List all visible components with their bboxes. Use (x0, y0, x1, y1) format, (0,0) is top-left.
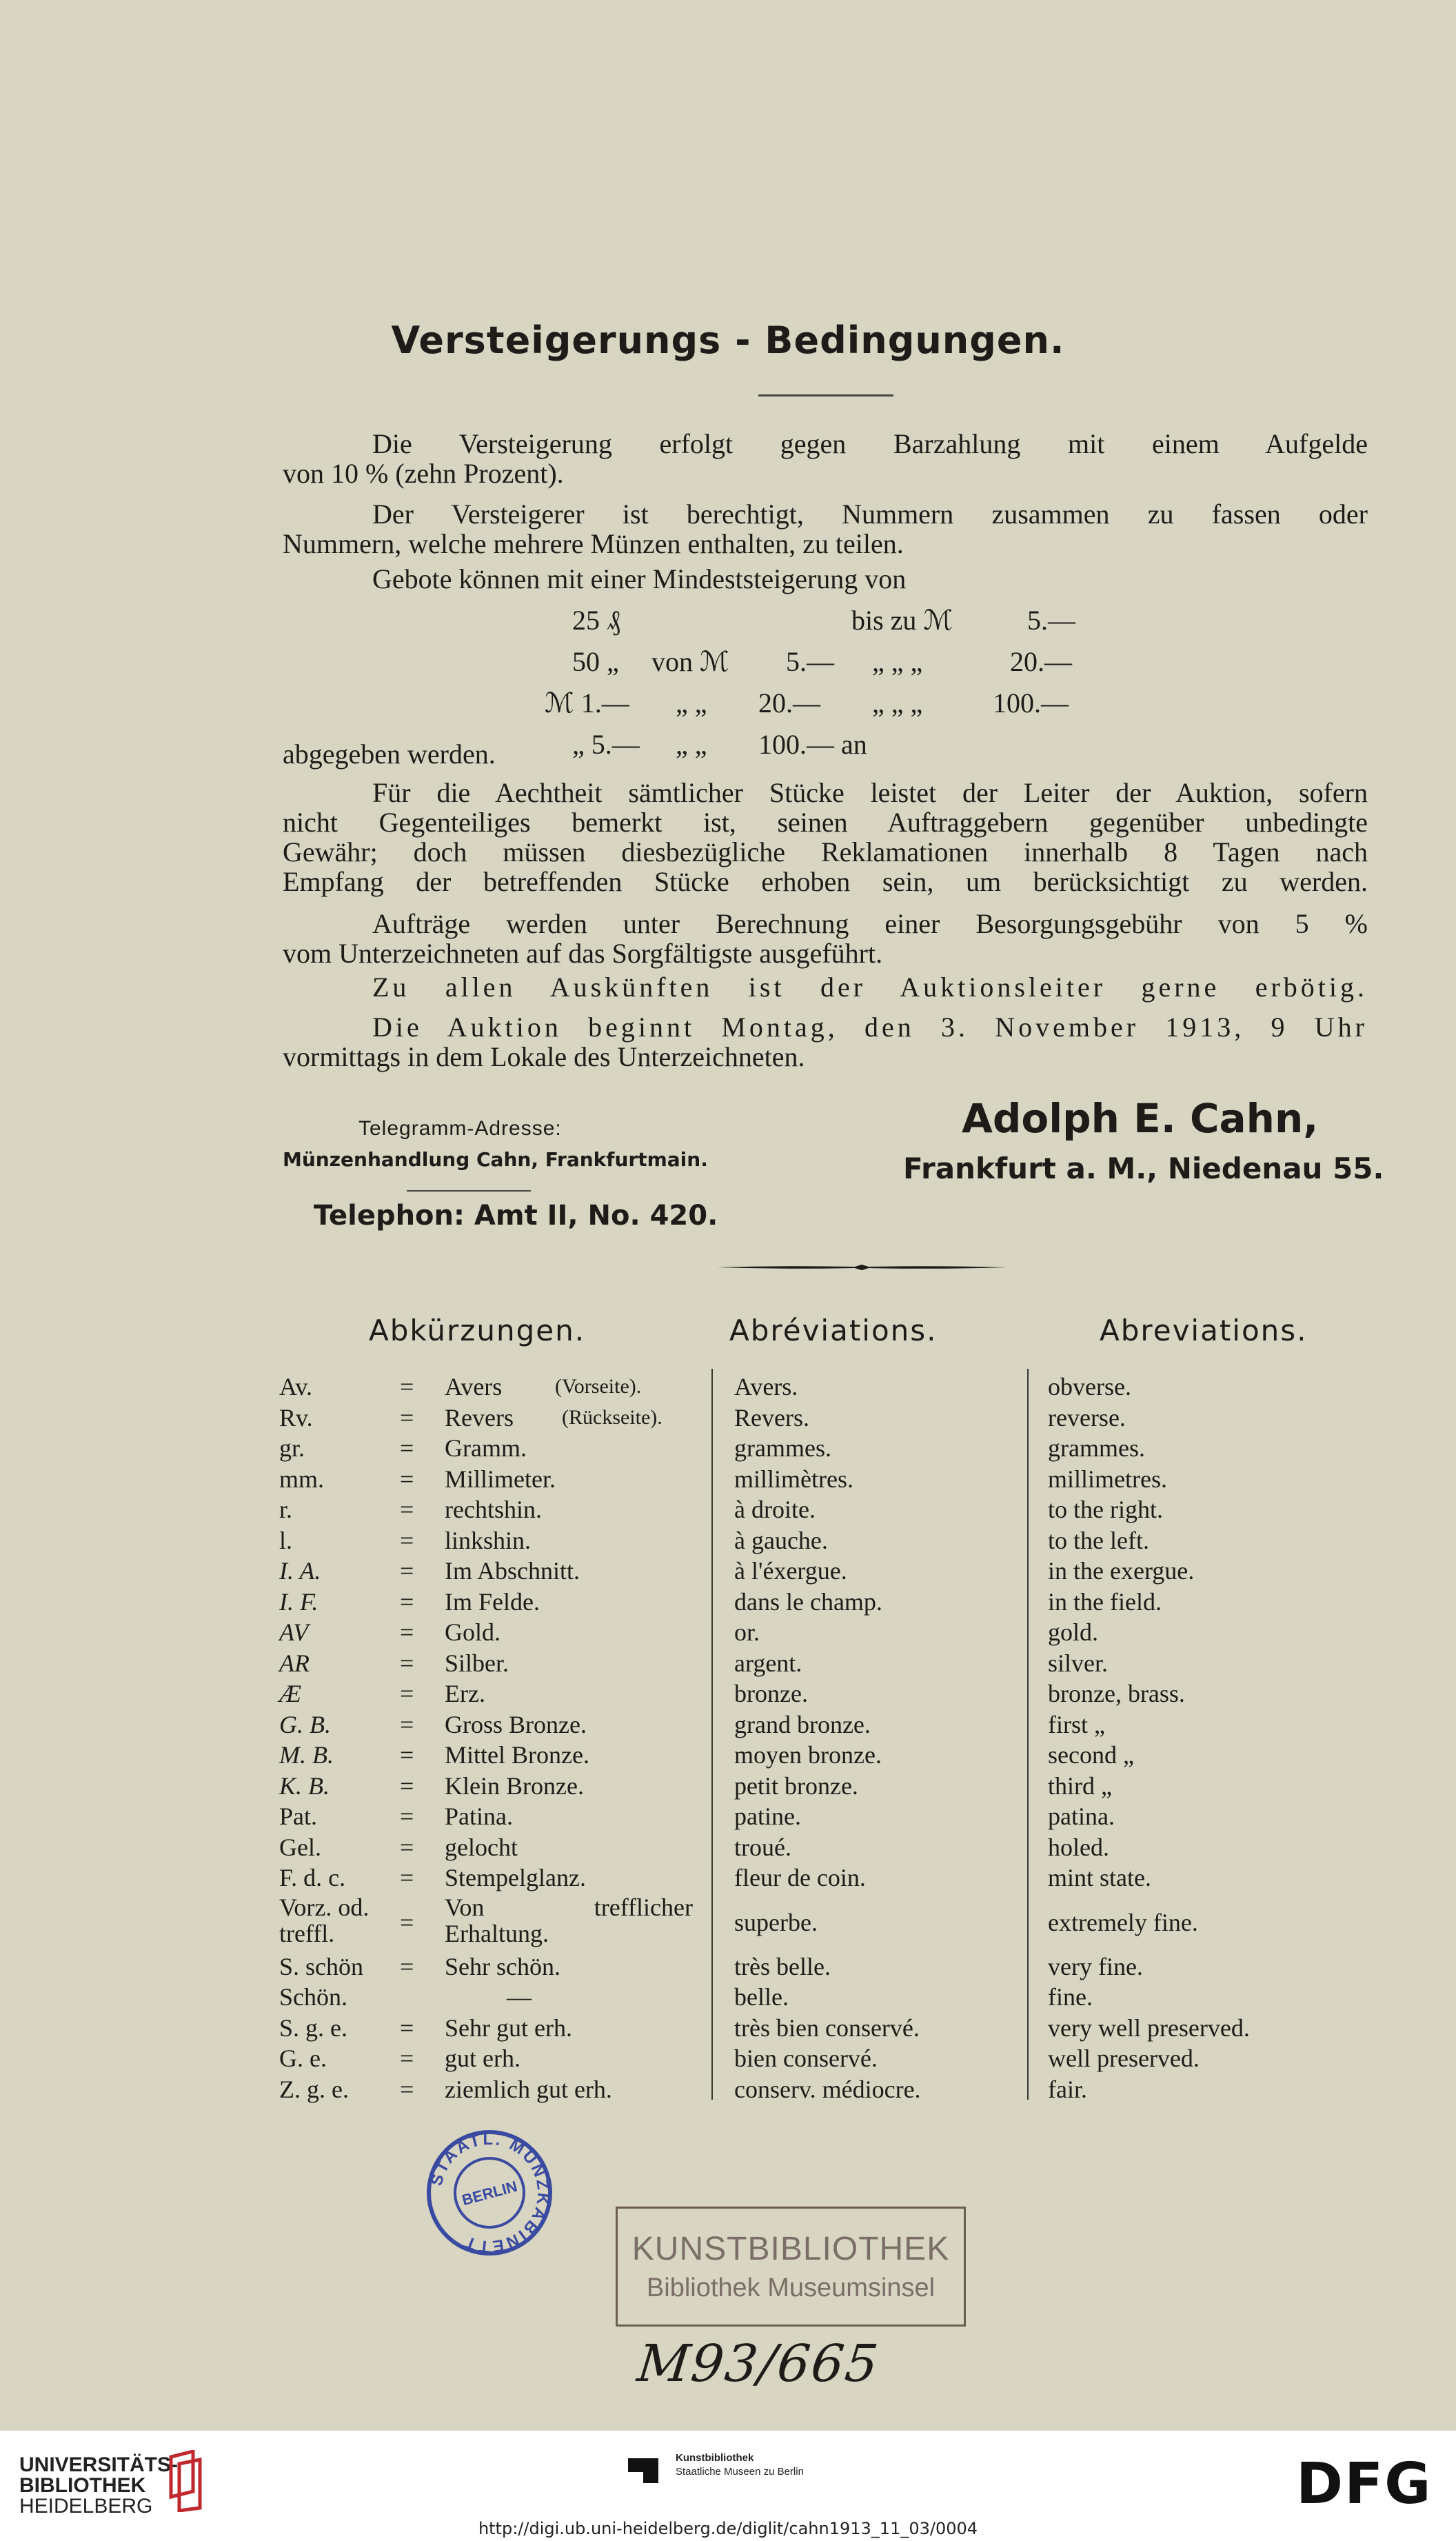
french-meaning: très belle. (734, 1952, 831, 1980)
ub-logo-line: UNIVERSITÄTS- (19, 2453, 179, 2476)
french-meaning: millimètres. (734, 1465, 853, 1493)
abbreviation: Æ (279, 1680, 302, 1707)
english-meaning: well preserved. (1048, 2045, 1200, 2072)
fee-cell: von ℳ (651, 646, 729, 677)
firm-name: Adolph E. Cahn, (962, 1095, 1319, 1142)
english-meaning: in the field. (1048, 1587, 1162, 1616)
french-meaning: à l'éxergue. (734, 1557, 847, 1585)
text-line: Der Versteigerer ist berechtigt, Nummern zusammen zu fassen oder (372, 499, 1368, 530)
abbreviation: I. F. (279, 1587, 318, 1616)
condition-paragraph-1 (283, 429, 1368, 488)
english-meaning: obverse. (1048, 1373, 1131, 1400)
ornament-divider (717, 1261, 1007, 1274)
abbreviation: G. B. (279, 1710, 331, 1738)
french-meaning: patine. (734, 1802, 801, 1830)
german-meaning: Millimeter. (445, 1465, 556, 1493)
condition-paragraph-4 (283, 778, 1368, 896)
fee-cell: „ 5.— (572, 729, 640, 760)
ub-logo-line: BIBLIOTHEK (19, 2474, 146, 2497)
french-meaning: Avers. (734, 1373, 798, 1400)
abbreviation: S. g. e. (279, 2013, 347, 2042)
text-line: vom Unterzeichneten auf das Sorgfältigste ausgeführt. (283, 938, 883, 969)
abbreviation: K. B. (279, 1771, 330, 1800)
divider (407, 1190, 531, 1192)
equals-sign: = (400, 1496, 414, 1523)
german-meaning: Erz. (445, 1680, 485, 1707)
equals-sign: = (400, 1434, 414, 1462)
german-meaning: Stempelglanz. (445, 1864, 586, 1891)
condition-paragraph-5 (283, 909, 1368, 968)
condition-paragraph-7 (283, 1012, 1368, 1072)
english-meaning: reverse. (1048, 1403, 1126, 1432)
column-header-german: Abkürzungen. (369, 1314, 586, 1347)
english-meaning: very well preserved. (1048, 2013, 1250, 2042)
fee-cell: 50 „ (572, 646, 619, 677)
abbreviation: l. (279, 1526, 293, 1554)
german-note: (Rückseite). (562, 1405, 663, 1429)
kb-line: Staatliche Museen zu Berlin (676, 2466, 804, 2478)
french-meaning: belle. (734, 1983, 789, 2011)
firm-address: Frankfurt a. M., Niedenau 55. (903, 1152, 1384, 1185)
english-meaning: fine. (1048, 1983, 1093, 2011)
fee-cell: 25 ₰ (572, 605, 620, 636)
abbreviation: AV (279, 1618, 309, 1646)
equals-sign: = (400, 1710, 414, 1738)
french-meaning: moyen bronze. (734, 1741, 882, 1769)
german-meaning: Im Abschnitt. (445, 1557, 580, 1585)
equals-sign: = (400, 1802, 414, 1830)
abbreviation: S. schön (279, 1952, 364, 1980)
fee-cell: „ „ (676, 729, 707, 760)
english-meaning: silver. (1048, 1649, 1108, 1677)
museum-stamp-seal (424, 2127, 555, 2258)
equals-sign: = (400, 1465, 414, 1493)
fee-cell: „ „ „ (872, 646, 923, 677)
abbreviation: Av. (279, 1373, 312, 1400)
french-meaning: grand bronze. (734, 1710, 871, 1738)
equals-sign: = (400, 1557, 414, 1585)
fee-cell: ℳ 1.— (545, 687, 629, 719)
equals-sign: = (400, 2045, 414, 2072)
ub-heidelberg-logo[interactable] (19, 2455, 178, 2517)
french-meaning: très bien conservé. (734, 2013, 920, 2042)
french-meaning: superbe. (734, 1908, 818, 1936)
equals-sign: = (400, 1771, 414, 1800)
condition-paragraph-2 (283, 499, 1368, 559)
french-meaning: conserv. médiocre. (734, 2075, 921, 2103)
title-divider (758, 394, 893, 396)
svg-text:BERLIN: BERLIN (460, 2177, 519, 2209)
german-meaning: Gross Bronze. (445, 1710, 587, 1738)
telegram-address: Münzenhandlung Cahn, Frankfurtmain. (283, 1148, 708, 1171)
abbreviation: M. B. (279, 1741, 334, 1769)
german-meaning: gelocht (445, 1833, 518, 1861)
equals-sign: = (400, 1618, 414, 1646)
equals-sign: = (400, 1403, 414, 1432)
text-line: Zu allen Auskünften ist der Auktionsleiter gerne erbötig. (372, 972, 1368, 1003)
german-meaning: gut erh. (445, 2045, 520, 2072)
abbreviation: AR (279, 1649, 310, 1677)
telegram-label: Telegramm-Adresse: (358, 1117, 562, 1140)
english-meaning: bronze, brass. (1048, 1680, 1185, 1707)
column-divider (711, 1369, 713, 2100)
abbreviation: Z. g. e. (279, 2075, 349, 2103)
text-line: Gewähr; doch müssen diesbezügliche Reklamationen innerhalb 8 Tagen nach (283, 836, 1368, 867)
german-meaning: Silber. (445, 1649, 509, 1677)
fee-cell: bis zu ℳ (851, 605, 953, 636)
english-meaning: in the exergue. (1048, 1557, 1195, 1585)
english-meaning: holed. (1048, 1833, 1109, 1861)
german-meaning: Von trefflicher Erhaltung. (445, 1893, 693, 1947)
french-meaning: troué. (734, 1833, 791, 1861)
english-meaning: very fine. (1048, 1952, 1143, 1980)
abbreviation: I. A. (279, 1557, 321, 1585)
english-meaning: third „ (1048, 1771, 1112, 1800)
abbreviation: r. (279, 1496, 293, 1523)
dfg-logo[interactable]: DFG (1296, 2451, 1433, 2517)
equals-sign: = (400, 1649, 414, 1677)
page-title: Versteigerungs - Bedingungen. (391, 319, 1065, 362)
library-stamp-line: KUNSTBIBLIOTHEK (631, 2231, 950, 2267)
digitization-footer (0, 2431, 1456, 2541)
text-line: vormittags in dem Lokale des Unterzeichneten. (283, 1041, 805, 1072)
german-note: (Vorseite). (555, 1375, 642, 1398)
french-meaning: petit bronze. (734, 1771, 858, 1800)
text-line: Aufträge werden unter Berechnung einer Besorgungsgebühr von 5 % (372, 908, 1368, 939)
condition-paragraph-3 (283, 564, 1368, 594)
abbreviation: G. e. (279, 2045, 327, 2072)
equals-sign: = (400, 1952, 414, 1980)
english-meaning: second „ (1048, 1741, 1134, 1769)
german-meaning: Gramm. (445, 1434, 527, 1462)
equals-sign: = (400, 2075, 414, 2103)
text-line: nicht Gegenteiliges bemerkt ist, seinen Auftraggebern gegenüber unbedingte (283, 807, 1368, 838)
handwritten-shelfmark: M93/665 (634, 2334, 882, 2393)
text-line: Nummern, welche mehrere Münzen enthalten, zu teilen. (283, 528, 904, 559)
french-meaning: bien conservé. (734, 2045, 878, 2072)
german-meaning: Im Felde. (445, 1587, 540, 1616)
abbreviation: Pat. (279, 1802, 318, 1830)
kunstbibliothek-label (676, 2451, 804, 2479)
library-stamp-line: Bibliothek Museumsinsel (646, 2273, 936, 2302)
abbreviation: gr. (279, 1434, 305, 1462)
telephone-number: Telephon: Amt II, No. 420. (314, 1200, 718, 1232)
german-meaning: Revers (445, 1403, 514, 1432)
text-line: abgegeben werden. (283, 739, 496, 770)
abbreviation: Schön. (279, 1983, 347, 2011)
source-url-link[interactable]: http://digi.ub.uni-heidelberg.de/diglit/cahn1913_11_03/0004 (478, 2519, 978, 2538)
english-meaning: gold. (1048, 1618, 1099, 1646)
condition-paragraph-6 (283, 972, 1368, 1002)
equals-sign: = (400, 2013, 414, 2042)
ub-logo-line: HEIDELBERG (19, 2495, 153, 2518)
text-line: von 10 % (zehn Prozent). (283, 458, 564, 489)
english-meaning: patina. (1048, 1802, 1115, 1830)
german-meaning: Sehr schön. (445, 1952, 560, 1980)
german-meaning: linkshin. (445, 1526, 532, 1554)
fee-cell: 20.— (1010, 646, 1072, 677)
german-meaning: Sehr gut erh. (445, 2013, 572, 2042)
equals-sign: = (400, 1526, 414, 1554)
french-meaning: à gauche. (734, 1526, 828, 1554)
abbreviation: Vorz. od. treffl. (279, 1893, 370, 1947)
equals-sign: = (400, 1741, 414, 1769)
equals-sign: = (400, 1680, 414, 1707)
text-line: Empfang der betreffenden Stücke erhoben sein, um berücksichtigt zu werden. (283, 866, 1368, 897)
french-meaning: bronze. (734, 1680, 808, 1707)
column-divider (1027, 1369, 1029, 2100)
equals-sign: = (400, 1864, 414, 1891)
english-meaning: first „ (1048, 1710, 1105, 1738)
german-meaning: Avers (445, 1373, 503, 1400)
kb-line: Kunstbibliothek (676, 2452, 754, 2464)
german-meaning: Gold. (445, 1618, 501, 1646)
french-meaning: argent. (734, 1649, 802, 1677)
kunstbibliothek-logo-icon[interactable] (624, 2451, 663, 2490)
english-meaning: millimetres. (1048, 1465, 1167, 1493)
french-meaning: fleur de coin. (734, 1864, 866, 1891)
fee-cell: „ „ „ (872, 687, 923, 719)
svg-text:STAATL. MÜNZKABINETT: STAATL. MÜNZKABINETT (427, 2129, 553, 2256)
abbreviation: mm. (279, 1465, 325, 1493)
german-meaning: rechtshin. (445, 1496, 542, 1523)
german-meaning: Patina. (445, 1802, 513, 1830)
text-line: Gebote können mit einer Mindeststeigerung von (372, 563, 907, 594)
ub-heidelberg-mark-icon (165, 2450, 203, 2512)
equals-sign: = (400, 1587, 414, 1616)
english-meaning: fair. (1048, 2075, 1087, 2103)
french-meaning: à droite. (734, 1496, 816, 1523)
english-meaning: extremely fine. (1048, 1908, 1198, 1936)
fee-cell: „ „ (676, 687, 707, 719)
fee-cell: 5.— (786, 646, 834, 677)
text-line: Die Auktion beginnt Montag, den 3. November 1913, 9 Uhr (372, 1012, 1368, 1043)
german-meaning: Klein Bronze. (445, 1771, 584, 1800)
text-line: Die Versteigerung erfolgt gegen Barzahlung mit einem Aufgelde (372, 428, 1368, 459)
equals-sign: = (400, 1833, 414, 1861)
column-header-english: Abreviations. (1100, 1314, 1308, 1347)
french-meaning: or. (734, 1618, 760, 1646)
english-meaning: mint state. (1048, 1864, 1151, 1891)
german-meaning: Mittel Bronze. (445, 1741, 589, 1769)
fee-cell: 20.— (758, 687, 820, 719)
abbreviation: Rv. (279, 1403, 313, 1432)
abbreviation: Gel. (279, 1833, 321, 1861)
french-meaning: grammes. (734, 1434, 831, 1462)
fee-cell: 100.— an (758, 729, 867, 760)
text-line: Für die Aechtheit sämtlicher Stücke leistet der Leiter der Auktion, sofern (372, 777, 1368, 808)
english-meaning: to the right. (1048, 1496, 1163, 1523)
english-meaning: grammes. (1048, 1434, 1145, 1462)
fee-cell: 100.— (993, 687, 1069, 719)
german-meaning: — (507, 1983, 532, 2011)
column-header-french: Abréviations. (729, 1314, 938, 1347)
german-meaning: ziemlich gut erh. (445, 2075, 612, 2103)
library-stamp (616, 2207, 966, 2327)
fee-cell: 5.— (1027, 605, 1075, 636)
equals-sign: = (400, 1908, 414, 1936)
equals-sign: = (400, 1373, 414, 1400)
english-meaning: to the left. (1048, 1526, 1149, 1554)
french-meaning: dans le champ. (734, 1587, 882, 1616)
abbreviation: F. d. c. (279, 1864, 346, 1891)
french-meaning: Revers. (734, 1403, 809, 1432)
